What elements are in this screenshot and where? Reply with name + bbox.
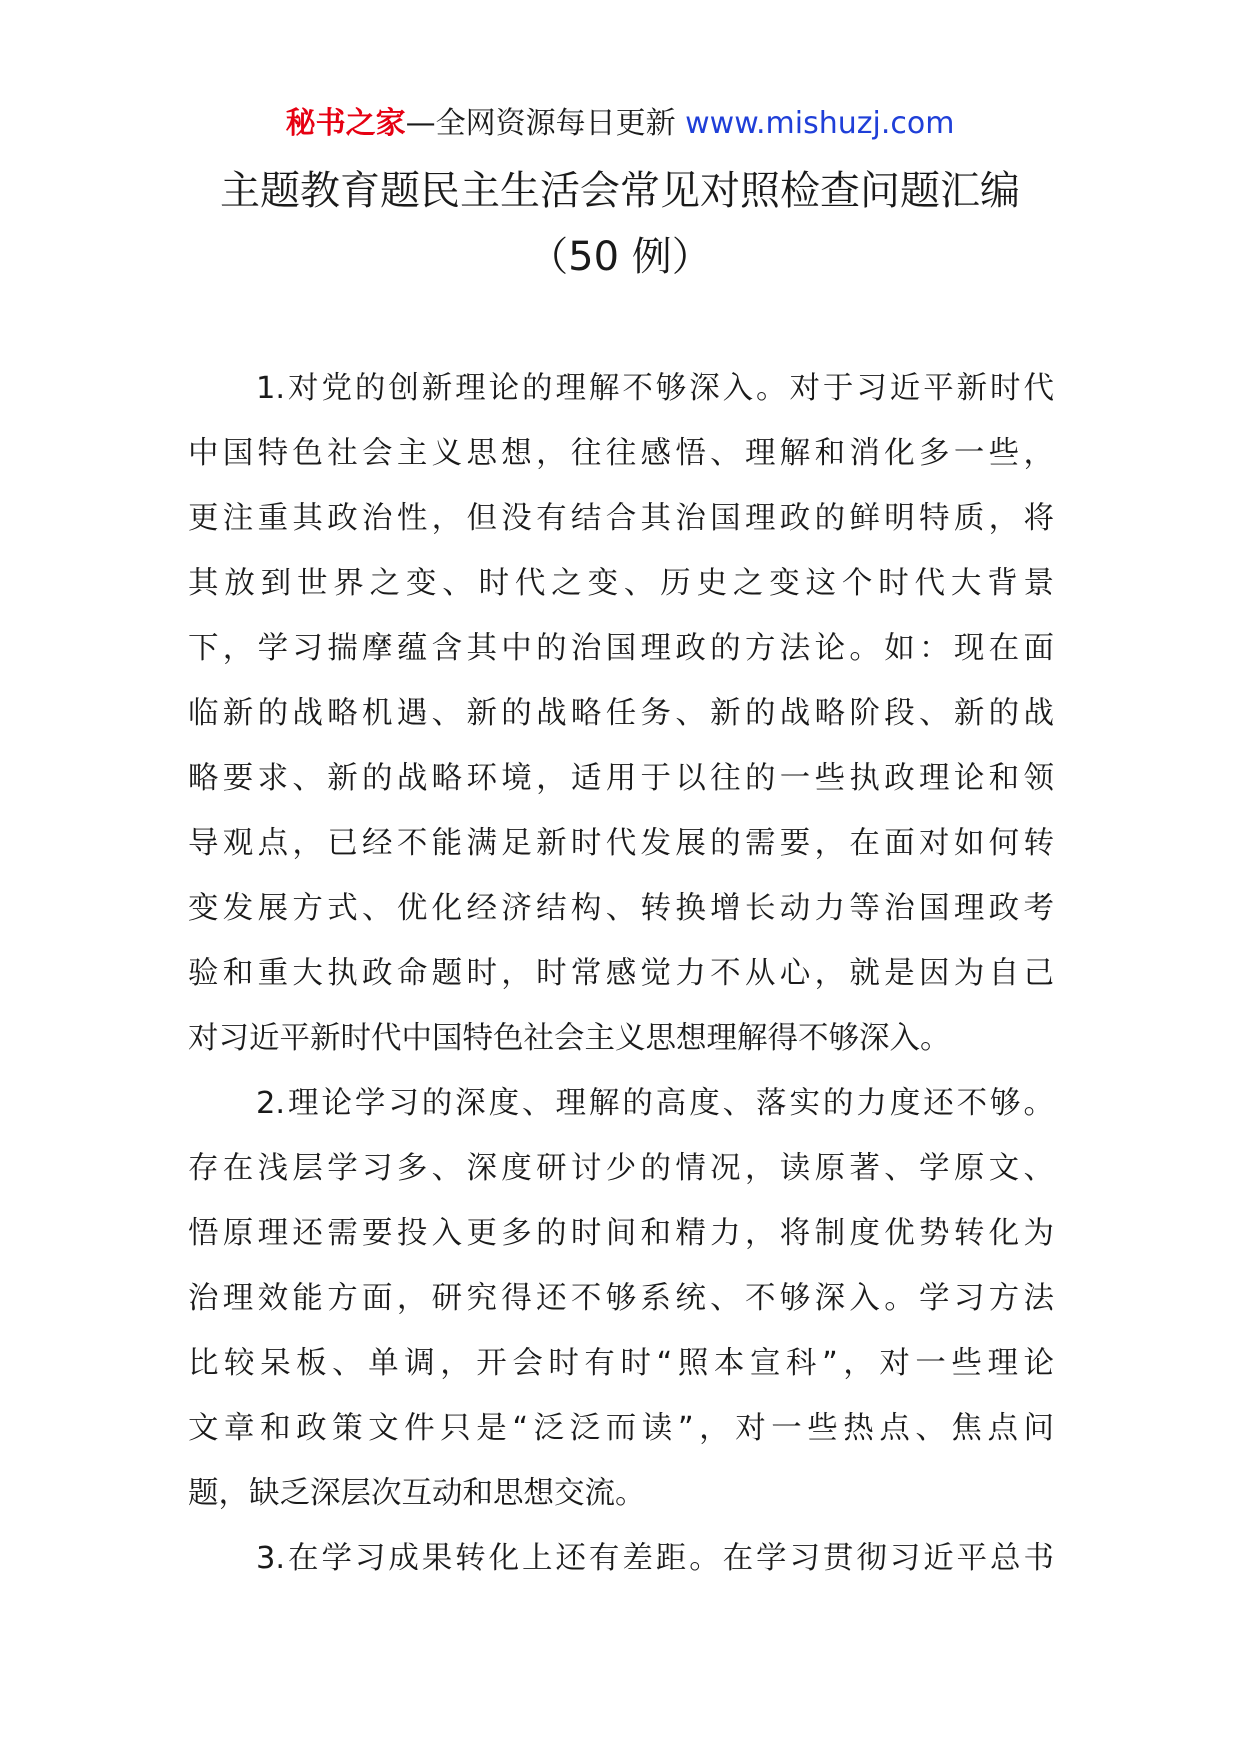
paragraph-1-line: 其放到世界之变、时代之变、历史之变这个时代大背景 xyxy=(188,566,1054,601)
paragraph-1-line: 下，学习揣摩蕴含其中的治国理政的方法论。如：现在面 xyxy=(188,631,1054,666)
document-subtitle: （50 例） xyxy=(528,234,712,280)
paragraph-1-line: 对习近平新时代中国特色社会主义思想理解得不够深入。 xyxy=(188,1021,951,1056)
banner-slogan: —全网资源每日更新 xyxy=(405,106,676,141)
paragraph-2-line: 比较呆板、单调，开会时有时“照本宣科”，对一些理论 xyxy=(188,1346,1054,1381)
brand-name: 秘书之家 xyxy=(285,106,406,141)
paragraph-3-line: 3.在学习成果转化上还有差距。在学习贯彻习近平总书 xyxy=(256,1541,1054,1576)
paragraph-1-line: 略要求、新的战略环境，适用于以往的一些执政理论和领 xyxy=(188,761,1054,796)
paragraph-1-line: 导观点，已经不能满足新时代发展的需要，在面对如何转 xyxy=(188,826,1054,861)
site-banner xyxy=(0,102,1240,146)
paragraph-2-line: 治理效能方面，研究得还不够系统、不够深入。学习方法 xyxy=(188,1281,1054,1316)
paragraph-2-line: 文章和政策文件只是“泛泛而读”，对一些热点、焦点问 xyxy=(188,1411,1054,1446)
paragraph-2-line: 存在浅层学习多、深度研讨少的情况，读原著、学原文、 xyxy=(188,1151,1054,1186)
document-body xyxy=(188,356,1054,1591)
paragraph-1-line: 中国特色社会主义思想，往往感悟、理解和消化多一些， xyxy=(188,436,1054,471)
site-url-link[interactable]: www.mishuzj.com xyxy=(685,106,955,141)
paragraph-2-line: 2.理论学习的深度、理解的高度、落实的力度还不够。 xyxy=(256,1086,1054,1121)
paragraph-1-line: 验和重大执政命题时，时常感觉力不从心，就是因为自己 xyxy=(188,956,1054,991)
paragraph-2-line: 题，缺乏深层次互动和思想交流。 xyxy=(188,1476,646,1511)
paragraph-1-line: 更注重其政治性，但没有结合其治国理政的鲜明特质，将 xyxy=(188,501,1054,536)
paragraph-1-line: 1.对党的创新理论的理解不够深入。对于习近平新时代 xyxy=(256,371,1054,406)
document-title: 主题教育题民主生活会常见对照检查问题汇编 xyxy=(220,168,1020,214)
paragraph-2-line: 悟原理还需要投入更多的时间和精力，将制度优势转化为 xyxy=(188,1216,1054,1251)
paragraph-1-line: 变发展方式、优化经济结构、转换增长动力等治国理政考 xyxy=(188,891,1054,926)
paragraph-1-line: 临新的战略机遇、新的战略任务、新的战略阶段、新的战 xyxy=(188,696,1054,731)
